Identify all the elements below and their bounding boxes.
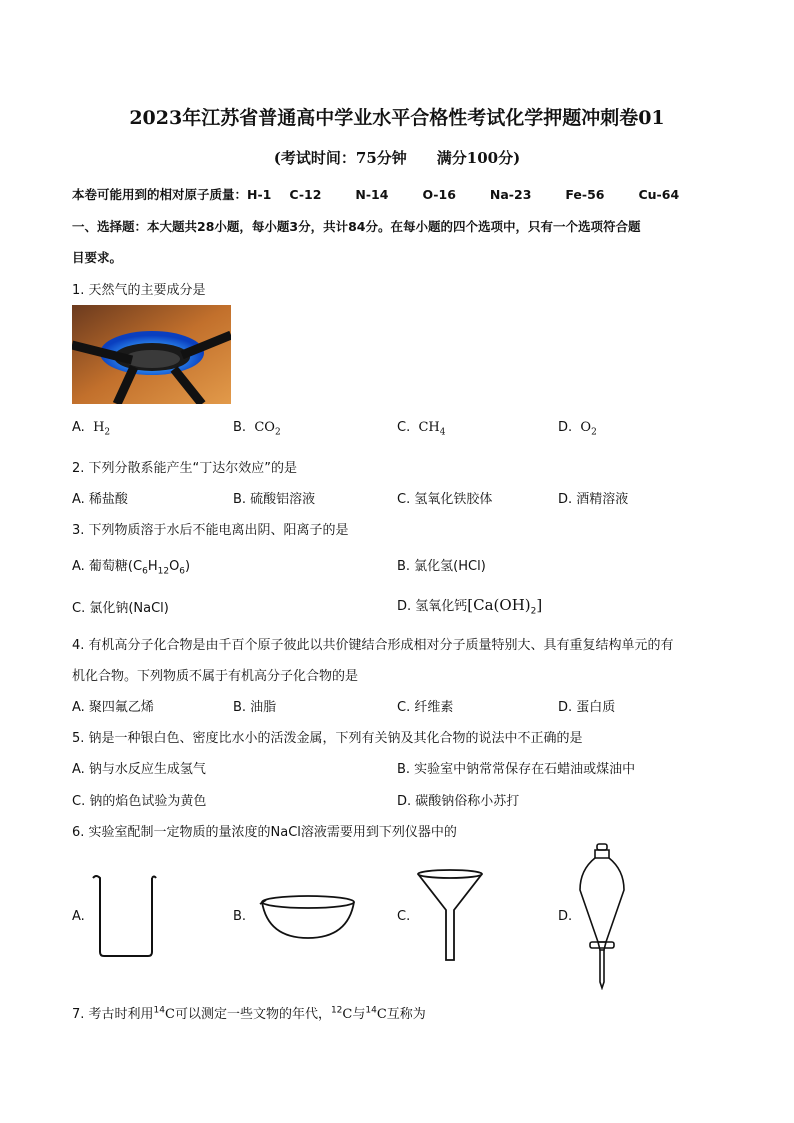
- q4-stem-line1: 4. 有机高分子化合物是由千百个原子彼此以共价键结合形成相对分子质量特别大、具有重复结构单元的有: [72, 638, 674, 653]
- option-letter: C.: [397, 420, 411, 435]
- atomic-mass-item: C-12: [289, 187, 322, 202]
- q1-option-b[interactable]: [233, 420, 281, 438]
- formula: H: [93, 420, 105, 435]
- q6-stem: 6. 实验室配制一定物质的量浓度的NaCl溶液需要用到下列仪器中的: [72, 825, 457, 840]
- q3-stem: 3. 下列物质溶于水后不能电离出阴、阳离子的是: [72, 523, 349, 538]
- q5-option-b[interactable]: B. 实验室中钠常常保存在石蜡油或煤油中: [397, 762, 636, 777]
- formula-subscript: 6: [179, 566, 186, 577]
- q2-option-c[interactable]: C. 氢氧化铁胶体: [397, 492, 493, 507]
- formula-subscript: 12: [157, 566, 170, 577]
- separatory-funnel-icon: [576, 842, 628, 990]
- formula: CO: [254, 420, 275, 435]
- page-title: 2023年江苏省普通高中学业水平合格性考试化学押题冲刺卷01: [129, 107, 665, 129]
- atomic-mass-item: N-14: [355, 187, 389, 202]
- isotope-mass-number: 14: [153, 1005, 165, 1016]
- atomic-mass-item: O-16: [422, 187, 456, 202]
- q6-option-c[interactable]: C.: [397, 909, 411, 924]
- q5-option-a[interactable]: A. 钠与水反应生成氢气: [72, 762, 206, 777]
- formula: H: [147, 559, 158, 574]
- formula-subscript: 2: [530, 606, 537, 617]
- atomic-mass-item: Na-23: [489, 187, 532, 202]
- q3-option-c[interactable]: C. 氯化钠(NaCl): [72, 601, 169, 616]
- formula: ]: [536, 596, 543, 614]
- exam-subtitle: (考试时间：75分钟 满分100分): [273, 149, 521, 167]
- q6-option-d[interactable]: D.: [558, 909, 573, 924]
- q7-text: C互称为: [376, 1007, 426, 1022]
- formula-subscript: 2: [591, 427, 597, 438]
- q4-stem-line2: 机化合物。下列物质不属于有机高分子化合物的是: [72, 669, 359, 684]
- section-heading-line2: 目要求。: [72, 250, 123, 265]
- q5-option-c[interactable]: C. 钠的焰色试验为黄色: [72, 794, 207, 809]
- q5-option-d[interactable]: D. 碳酸钠俗称小苏打: [397, 794, 520, 809]
- gas-flame-photo: [72, 305, 231, 404]
- atomic-mass-item: Cu-64: [638, 187, 680, 202]
- formula-subscript: 4: [439, 427, 446, 438]
- option-text: D. 氢氧化钙: [397, 599, 468, 614]
- q2-stem: 2. 下列分散系能产生“丁达尔效应”的是: [72, 461, 298, 476]
- option-text: ): [185, 559, 191, 574]
- q2-option-d[interactable]: D. 酒精溶液: [558, 492, 629, 507]
- q1-option-d[interactable]: [558, 420, 597, 438]
- q1-option-c[interactable]: [397, 420, 446, 438]
- funnel-icon: [415, 868, 485, 964]
- atomic-masses: [72, 185, 713, 203]
- atomic-mass-item: Fe-56: [565, 187, 605, 202]
- option-letter: D.: [558, 420, 573, 435]
- q4-option-b[interactable]: B. 油脂: [233, 700, 277, 715]
- formula-subscript: 6: [142, 566, 148, 577]
- q4-option-d[interactable]: D. 蛋白质: [558, 700, 616, 715]
- formula-subscript: 2: [104, 427, 111, 438]
- q1-stem: 1. 天然气的主要成分是: [72, 283, 206, 298]
- q3-option-a[interactable]: [72, 555, 190, 577]
- q6-option-a[interactable]: A.: [72, 909, 85, 924]
- q4-option-c[interactable]: C. 纤维素: [397, 700, 454, 715]
- q4-option-a[interactable]: A. 聚四氟乙烯: [72, 700, 154, 715]
- formula: [Ca(OH): [467, 596, 531, 614]
- q1-option-a[interactable]: [72, 420, 110, 438]
- option-text: A. 葡萄糖(C: [72, 559, 143, 574]
- q7-stem: [72, 1003, 426, 1022]
- formula-subscript: 2: [274, 427, 281, 438]
- atomic-masses-intro: 本卷可能用到的相对原子质量：H-1: [72, 187, 272, 202]
- formula: CH: [418, 420, 440, 435]
- evaporating-dish-icon: [258, 892, 358, 942]
- q7-text: 7. 考古时利用: [72, 1007, 154, 1022]
- formula: O: [580, 420, 592, 435]
- isotope-mass-number: 14: [365, 1005, 377, 1016]
- option-letter: A.: [72, 420, 85, 435]
- q2-option-a[interactable]: A. 稀盐酸: [72, 492, 128, 507]
- q7-text: C可以测定一些文物的年代，: [165, 1007, 331, 1022]
- q2-option-b[interactable]: B. 硫酸铝溶液: [233, 492, 316, 507]
- formula: O: [169, 559, 180, 574]
- section-heading-line1: 一、选择题：本大题共28小题，每小题3分，共计84分。在每小题的四个选项中，只有一个选项符合题: [72, 219, 641, 234]
- beaker-icon: [90, 872, 160, 960]
- isotope-mass-number: 12: [330, 1005, 343, 1016]
- option-letter: B.: [233, 420, 247, 435]
- q5-stem: 5. 钠是一种银白色、密度比水小的活泼金属，下列有关钠及其化合物的说法中不正确的是: [72, 731, 583, 746]
- q7-text: C与: [342, 1007, 366, 1022]
- q3-option-b[interactable]: B. 氯化氢(HCl): [397, 559, 486, 574]
- q3-option-d[interactable]: [397, 595, 542, 617]
- q6-option-b[interactable]: B.: [233, 909, 247, 924]
